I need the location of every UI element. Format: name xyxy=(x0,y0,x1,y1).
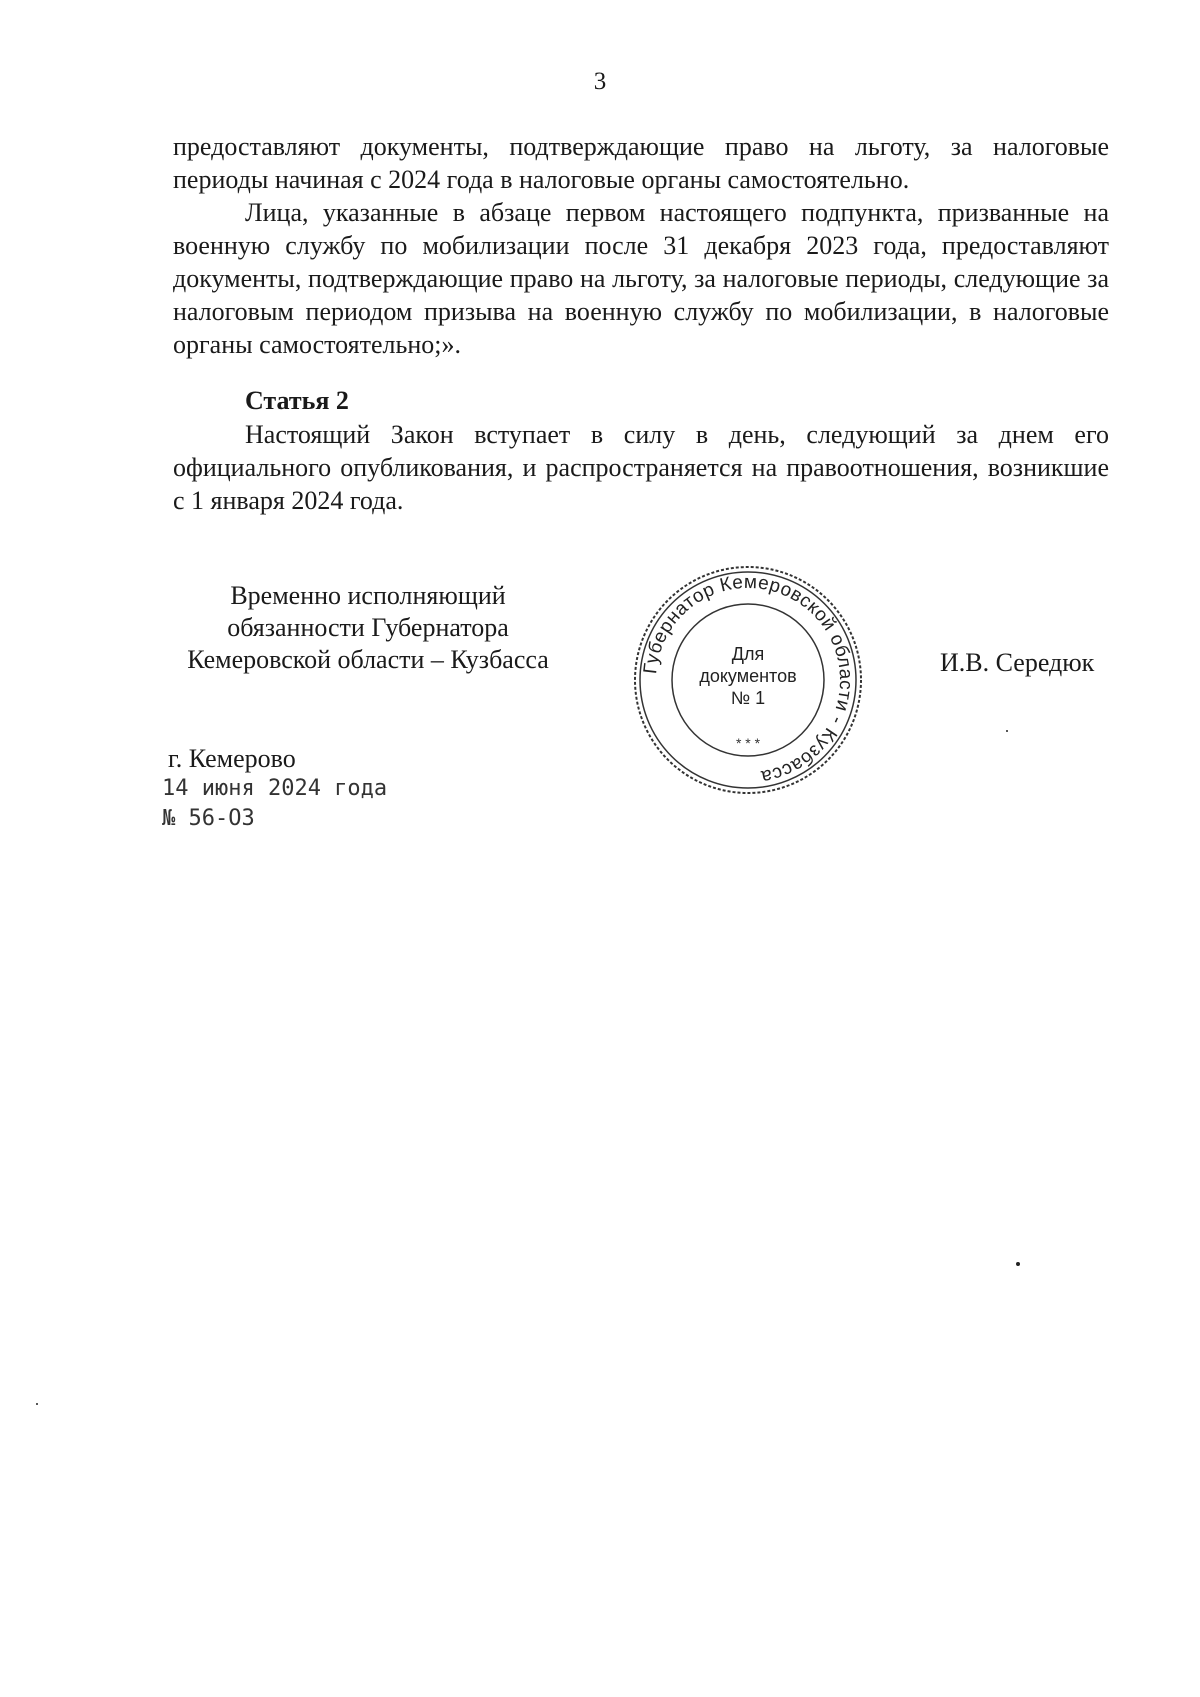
paragraph-continuation: предоставляют документы, подтверждающие право на льготу, за налоговые периоды начиная с 2024 года в налоговые органы самостоятельно. xyxy=(173,132,1109,194)
paragraph-block-1 xyxy=(173,130,1109,361)
article-2-heading: Статья 2 xyxy=(245,386,349,415)
scan-speck xyxy=(36,1403,38,1405)
signatory-title-line-2: обязанности Губернатора xyxy=(227,613,509,642)
seal-inner-line-1: Для xyxy=(731,644,765,664)
seal-ring-text: Губернатор Кемеровской области - Кузбасса xyxy=(640,571,857,788)
official-seal xyxy=(628,560,868,800)
seal-inner-line-2: документов xyxy=(699,666,797,686)
paragraph-entry-into-force: Настоящий Закон вступает в силу в день, следующий за днем его официального опубликования, и распространяется на правоотношения, возникшие с 1 января 2024 года. xyxy=(173,420,1109,515)
signatory-title xyxy=(168,580,568,676)
signatory-title-line-3: Кемеровской области – Кузбасса xyxy=(187,645,549,674)
page-number: 3 xyxy=(593,68,607,95)
scan-speck xyxy=(1006,730,1008,732)
paragraph-mobilized-persons: Лица, указанные в абзаце первом настоящего подпункта, призванные на военную службу по мобилизации после 31 декабря 2023 года, предоставляют документы, подтверждающие право на льготу, за налоговые периоды, следующие за налоговым периодом призыва на военную службу по мобилизации, в налоговые органы самостоятельно;». xyxy=(173,198,1109,359)
place-of-signing: г. Кемерово xyxy=(168,744,296,773)
seal-inner-line-3: № 1 xyxy=(730,688,766,708)
paragraph-block-2 xyxy=(173,418,1109,517)
scan-speck xyxy=(1016,1262,1020,1266)
signatory-title-line-1: Временно исполняющий xyxy=(230,581,506,610)
seal-stars: * * * xyxy=(735,735,761,751)
signing-date: 14 июня 2024 года xyxy=(162,776,388,801)
law-number: № 56-ОЗ xyxy=(162,806,255,831)
signatory-name: И.В. Середюк xyxy=(940,648,1095,677)
